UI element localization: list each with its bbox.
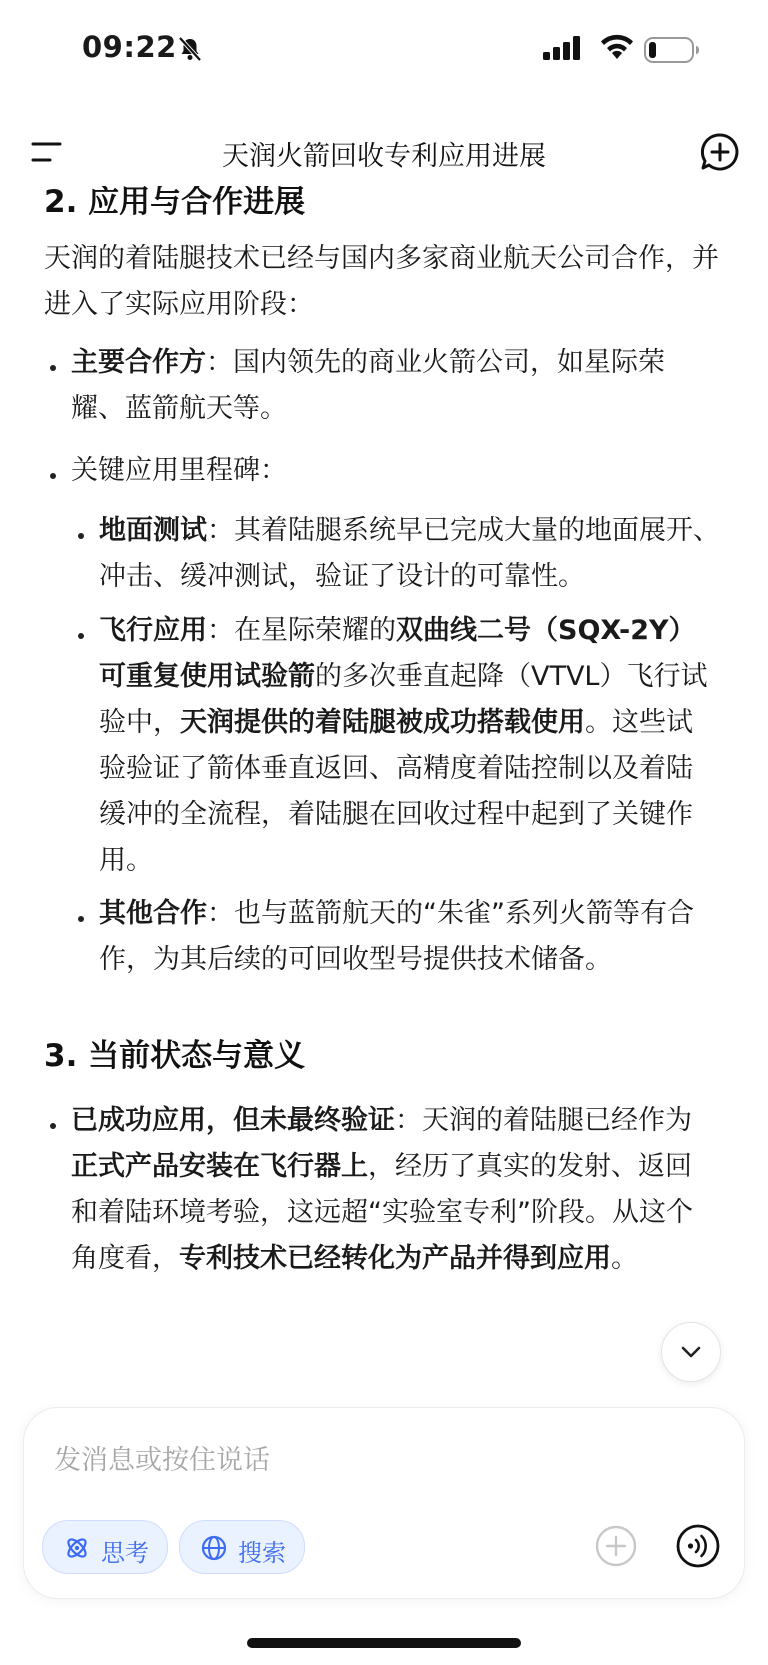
bullet-dot bbox=[78, 916, 84, 922]
chevron-down-icon bbox=[662, 1323, 720, 1381]
think-label: 思考 bbox=[101, 1539, 149, 1567]
list-item-label: 飞行应用 bbox=[99, 615, 207, 646]
message-content[interactable] bbox=[0, 186, 768, 1396]
list-item-text: ：国内领先的商业火箭公司，如星际荣耀、蓝箭航天等。 bbox=[71, 347, 665, 424]
bullet-dot bbox=[78, 533, 84, 539]
new-chat-icon[interactable] bbox=[700, 132, 740, 172]
list-item-text: 的多次垂直起降（VTVL）飞行试验中， bbox=[99, 661, 708, 738]
status-time: 09:22 bbox=[82, 30, 177, 64]
list-item-label: 已成功应用，但未最终验证 bbox=[71, 1105, 395, 1136]
bullet-dot bbox=[50, 473, 56, 479]
page-title: 天润火箭回收专利应用进展 bbox=[222, 141, 546, 172]
search-label: 搜索 bbox=[238, 1539, 286, 1567]
bullet-dot bbox=[50, 365, 56, 371]
section-heading: 2. 应用与合作进展 bbox=[44, 186, 306, 220]
signal-icon bbox=[543, 36, 583, 64]
list-item-text: ：其着陆腿系统早已完成大量的地面展开、冲击、缓冲测试，验证了设计的可靠性。 bbox=[99, 515, 720, 592]
list-item-label: 地面测试 bbox=[99, 515, 207, 546]
list-item-text: 。 bbox=[611, 1243, 638, 1274]
list-item-text: 关键应用里程碑： bbox=[71, 455, 287, 486]
status-bar bbox=[0, 0, 768, 100]
bell-muted-icon bbox=[178, 36, 202, 66]
search-button[interactable] bbox=[179, 1520, 305, 1574]
message-input[interactable]: 发消息或按住说话 bbox=[54, 1445, 270, 1476]
atom-icon bbox=[63, 1534, 91, 1568]
list-item-text: ：在星际荣耀的 bbox=[207, 615, 396, 646]
scroll-to-bottom-button[interactable] bbox=[661, 1322, 721, 1382]
list-item-text: ，经历了真实的发射、返回和着陆环境考验，这远超“实验室专利”阶段。从这个角度看， bbox=[71, 1151, 693, 1274]
home-indicator bbox=[247, 1638, 521, 1648]
list-item bbox=[71, 340, 711, 432]
list-item bbox=[99, 608, 709, 884]
list-item-bold-text: 正式产品安装在飞行器上 bbox=[71, 1151, 368, 1182]
list-item-bold-text: 双曲线二号（SQX-2Y）可重复使用试验箭 bbox=[99, 615, 696, 692]
list-item bbox=[71, 448, 711, 494]
plus-icon[interactable] bbox=[590, 1520, 642, 1572]
list-item bbox=[99, 891, 721, 983]
message-composer bbox=[24, 1408, 744, 1598]
list-item-text: 。这些试验验证了箭体垂直返回、高精度着陆控制以及着陆缓冲的全流程，着陆腿在回收过程中起到了关键作用。 bbox=[99, 707, 693, 876]
list-item-text: ：天润的着陆腿已经作为 bbox=[395, 1105, 692, 1136]
bullet-dot bbox=[78, 633, 84, 639]
list-item-label: 其他合作 bbox=[99, 898, 207, 929]
wifi-icon bbox=[600, 34, 634, 64]
intro-paragraph: 天润的着陆腿技术已经与国内多家商业航天公司合作，并进入了实际应用阶段： bbox=[44, 243, 719, 320]
list-item-bold-text: 专利技术已经转化为产品并得到应用 bbox=[179, 1243, 611, 1274]
list-item bbox=[71, 1098, 711, 1282]
list-item bbox=[99, 508, 721, 600]
chat-header bbox=[0, 118, 768, 186]
list-item-label: 主要合作方 bbox=[71, 347, 206, 378]
globe-icon bbox=[200, 1534, 228, 1568]
battery-icon bbox=[644, 37, 700, 67]
list-item-bold-text: 天润提供的着陆腿被成功搭载使用 bbox=[180, 707, 585, 738]
voice-icon[interactable] bbox=[672, 1520, 724, 1572]
list-item-text: ：也与蓝箭航天的“朱雀”系列火箭等有合作，为其后续的可回收型号提供技术储备。 bbox=[99, 898, 694, 975]
think-button[interactable] bbox=[42, 1520, 168, 1574]
bullet-dot bbox=[50, 1123, 56, 1129]
section-heading: 3. 当前状态与意义 bbox=[44, 1038, 306, 1074]
